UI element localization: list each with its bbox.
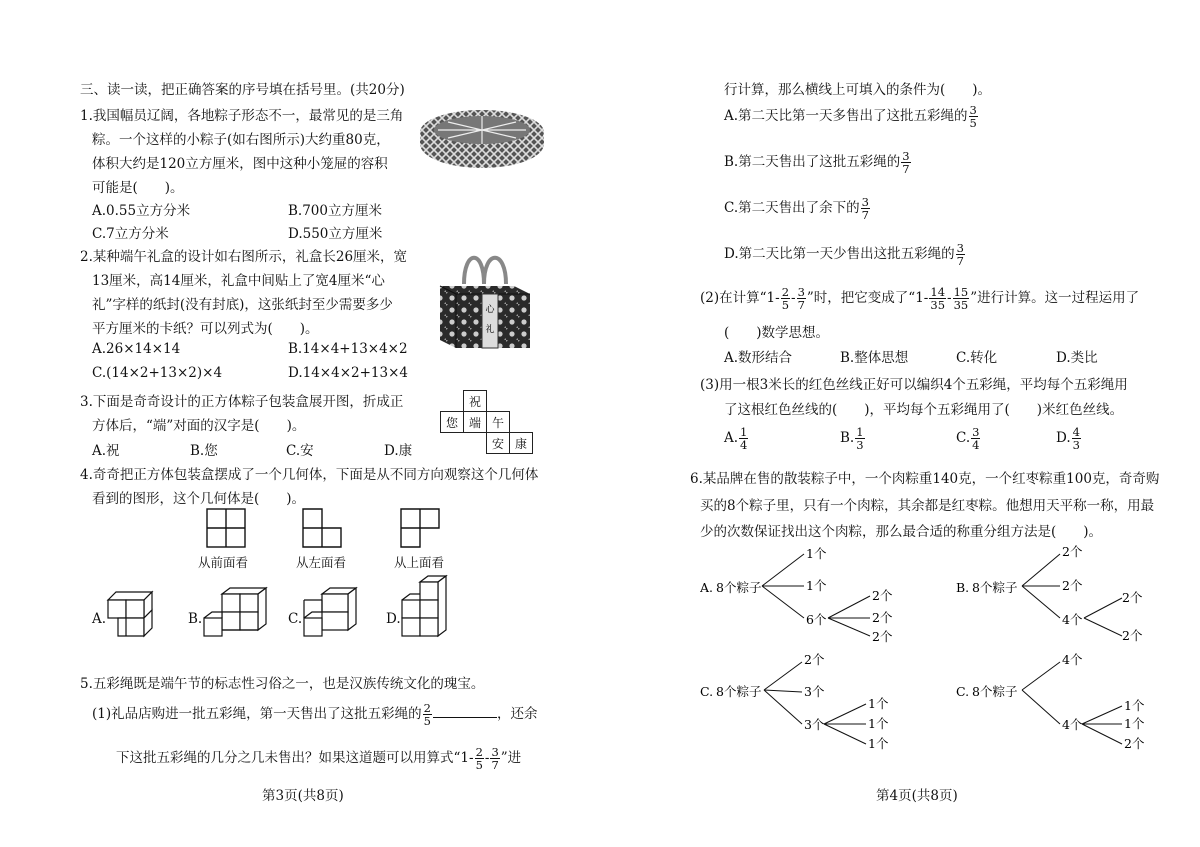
tree-d-label: C.: [956, 684, 970, 699]
fraction: $\frac{3}{7}$: [861, 195, 869, 222]
net-cell: 午: [487, 412, 510, 433]
view-top: [400, 508, 440, 548]
net-cell: 安: [487, 433, 510, 454]
q4-line-1: 4.奇奇把正方体包装盒摆成了一个几何体，下面是从不同方向观察这个几何体: [80, 467, 539, 483]
q1-line-2: 粽。一个这样的小粽子(如右图所示)大约重80克，: [92, 132, 390, 148]
q4-line-2: 看到的图形，这个几何体是( )。: [92, 491, 306, 507]
q1-line-4: 可能是( )。: [92, 180, 184, 196]
q5-intro: 5.五彩绳既是端午节的标志性习俗之一，也是汉族传统文化的瑰宝。: [80, 676, 485, 692]
tree-d-b2: 4个: [1062, 717, 1083, 732]
fraction: $\frac{3}{7}$: [491, 745, 499, 772]
net-cell: 祝: [464, 391, 487, 412]
r-q3-line2: 了这根红色丝线的( )，平均每个五彩绳用了( )米红色丝线。: [724, 402, 1124, 418]
q3-option-c: C.安: [286, 443, 314, 459]
q4-option-a-figure: [104, 586, 156, 642]
tree-c-b2: 3个: [804, 684, 825, 699]
r-option-b: B.第二天售出了这批五彩绳的 $\frac{3}{7}$: [724, 149, 910, 176]
r-q2-option-c: C.转化: [956, 350, 998, 366]
tree-c-s1: 1个: [868, 696, 889, 711]
r-q2-line1: (2)在计算“1- $\frac{2}{5}$ - $\frac{3}{7}$ ”时，把它变成了“1- $\frac{14}{35}$ - $\frac{15}{35}$ ”进行计算。这一过程运用了: [700, 285, 1140, 312]
q3-line-2: 方体后，“端”对面的汉字是( )。: [92, 418, 306, 434]
q2-line-4: 平方厘米的卡纸？可以列式为( )。: [92, 321, 319, 337]
gift-box-image: [434, 244, 534, 356]
q2-option-c: C.(14×2+13×2)×4: [92, 365, 223, 381]
q2-line-2: 13厘米，高14厘米，礼盒中间贴上了宽4厘米“心: [92, 273, 385, 289]
tree-b-b2: 2个: [1062, 578, 1083, 593]
tree-d-b1: 4个: [1062, 652, 1083, 667]
fraction: $\frac{15}{35}$: [953, 285, 969, 312]
tree-c-s3: 1个: [868, 736, 889, 751]
fill-blank[interactable]: [433, 717, 497, 718]
view-label-front: 从前面看: [198, 555, 249, 570]
svg-text:礼: 礼: [485, 325, 495, 335]
fraction: $\frac{3}{7}$: [902, 149, 910, 176]
tree-a-s2: 2个: [872, 610, 893, 625]
r-q2-option-d: D.类比: [1056, 350, 1098, 366]
page-footer-left: 第3页(共8页): [262, 788, 344, 804]
q2-line-1: 2.某种端午礼盒的设计如右图所示，礼盒长26厘米，宽: [80, 249, 408, 265]
r-q3-option-a: A. $\frac{1}{4}$: [724, 425, 748, 452]
cube-net: [440, 390, 533, 454]
fraction: $\frac{14}{35}$: [930, 285, 946, 312]
tree-a-b3: 6个: [806, 612, 827, 627]
tree-d-s3: 2个: [1124, 736, 1145, 751]
fraction: $\frac{3}{5}$: [969, 103, 977, 130]
tree-b-b3: 4个: [1062, 612, 1083, 627]
q3-option-b: B.您: [190, 443, 218, 459]
fraction: $\frac{4}{3}$: [1072, 425, 1080, 452]
tree-d-s2: 1个: [1124, 716, 1145, 731]
tree-option-b: [956, 540, 1156, 648]
tree-a-root: 8个粽子: [716, 580, 762, 595]
fraction: $\frac{2}{5}$: [475, 745, 483, 772]
tree-option-a: [700, 540, 900, 648]
r-cont-line: 行计算，那么横线上可填入的条件为( )。: [724, 82, 992, 98]
q3-option-d: D.康: [384, 443, 413, 459]
r-q2-option-a: A.数形结合: [724, 350, 793, 366]
q2-option-d: D.14×4×2+13×4: [288, 365, 409, 381]
tree-b-root: 8个粽子: [972, 580, 1018, 595]
q1-line-1: 1.我国幅员辽阔，各地粽子形态不一，最常见的是三角: [80, 108, 404, 124]
view-front: [206, 508, 246, 548]
r-option-c: C.第二天售出了余下的 $\frac{3}{7}$: [724, 195, 869, 222]
r-q3-option-c: C. $\frac{3}{4}$: [956, 425, 980, 452]
tree-d-s1: 1个: [1124, 698, 1145, 713]
tree-a-s1: 2个: [872, 588, 893, 603]
q1-option-b: B.700立方厘米: [288, 203, 382, 219]
view-label-top: 从上面看: [394, 555, 445, 570]
q5-part1: [92, 702, 537, 727]
tree-option-c: [700, 650, 900, 754]
q4-option-d-label: D.: [386, 611, 401, 627]
q2-option-a: A.26×14×14: [92, 341, 181, 357]
q4-option-a-label: A.: [92, 611, 107, 627]
r-q2-line2: ( )数学思想。: [724, 325, 830, 341]
fraction: $\frac{1}{4}$: [740, 425, 748, 452]
q4-option-b-figure: [200, 586, 270, 642]
tree-b-label: B.: [956, 580, 970, 595]
q4-option-d-figure: [398, 574, 458, 638]
tree-c-root: 8个粽子: [716, 684, 762, 699]
r-q6-line3: 少的次数保证找出这个肉粽，那么最合适的称重分组方法是( )。: [700, 524, 1103, 540]
r-option-a: A.第二天比第一天多售出了这批五彩绳的 $\frac{3}{5}$: [724, 103, 977, 130]
steamer-image: [418, 102, 546, 168]
q4-option-c-label: C.: [288, 611, 303, 627]
fraction: $\frac{2}{5}$: [781, 285, 790, 312]
q1-line-3: 体积大约是120立方厘米，图中这种小笼屉的容积: [92, 156, 388, 172]
q4-option-b-label: B.: [188, 611, 203, 627]
tree-c-s2: 1个: [868, 716, 889, 731]
r-q3-line1: (3)用一根3米长的红色丝线正好可以编织4个五彩绳，平均每个五彩绳用: [700, 377, 1128, 393]
r-q3-option-b: B. $\frac{1}{3}$: [840, 425, 864, 452]
q5-part1-text: (1)礼品店购进一批五彩绳，第一天售出了这批五彩绳的: [92, 706, 422, 722]
net-cell: 康: [510, 433, 533, 454]
tree-a-b1: 1个: [806, 546, 827, 561]
fraction: $\frac{3}{7}$: [797, 285, 805, 312]
tree-a-b2: 1个: [806, 578, 827, 593]
tree-d-root: 8个粽子: [972, 684, 1018, 699]
fraction: $\frac{3}{4}$: [972, 425, 980, 452]
fraction: $\frac{1}{3}$: [856, 425, 864, 452]
r-q6-line2: 买的8个粽子里，只有一个肉粽，其余都是红枣粽。他想用天平称一称，用最: [700, 498, 1155, 514]
tree-b-s2: 2个: [1122, 628, 1143, 643]
q1-option-d: D.550立方厘米: [288, 226, 383, 242]
r-q3-option-d: D. $\frac{4}{3}$: [1056, 425, 1080, 452]
r-q6-line1: 6.某品牌在售的散装粽子中，一个肉粽重140克，一个红枣粽重100克，奇奇购: [690, 471, 1160, 487]
q3-line-1: 3.下面是奇奇设计的正方体粽子包装盒展开图，折成正: [80, 394, 404, 410]
tree-a-s3: 2个: [872, 629, 893, 644]
q1-option-a: A.0.55立方分米: [92, 203, 191, 219]
fraction: $\frac{2}{5}$: [423, 701, 431, 728]
section-title: 三、读一读，把正确答案的序号填在括号里。(共20分): [80, 82, 405, 98]
view-label-left: 从左面看: [296, 555, 347, 570]
tree-c-b3: 3个: [804, 717, 825, 732]
q1-option-c: C.7立方分米: [92, 226, 169, 242]
tree-b-s1: 2个: [1122, 590, 1143, 605]
q4-option-c-figure: [300, 586, 362, 642]
tree-c-label: C.: [700, 684, 714, 699]
tree-a-label: A.: [700, 580, 714, 595]
net-cell: 端: [464, 412, 487, 433]
tree-c-b1: 2个: [804, 652, 825, 667]
view-left: [302, 508, 342, 548]
svg-text:心: 心: [485, 305, 495, 315]
r-option-d: D.第二天比第一天少售出这批五彩绳的 $\frac{3}{7}$: [724, 241, 964, 268]
q2-line-3: 礼”字样的纸封(没有封底)，这张纸封至少需要多少: [92, 297, 393, 313]
q3-option-a: A.祝: [92, 443, 120, 459]
tree-option-d: [956, 650, 1156, 754]
q2-option-b: B.14×4+13×4×2: [288, 341, 408, 357]
r-q2-option-b: B.整体思想: [840, 350, 909, 366]
q5-part1-line2: 下这批五彩绳的几分之几未售出？如果这道题可以用算式“1- $\frac{2}{5}$ - $\frac{3}{7}$ ”进: [116, 745, 522, 772]
page-footer-right: 第4页(共8页): [876, 788, 958, 804]
q5-part1-tail: ，还余: [496, 706, 538, 722]
net-cell: 您: [441, 412, 464, 433]
fraction: $\frac{3}{7}$: [956, 241, 964, 268]
tree-b-b1: 2个: [1062, 544, 1083, 559]
